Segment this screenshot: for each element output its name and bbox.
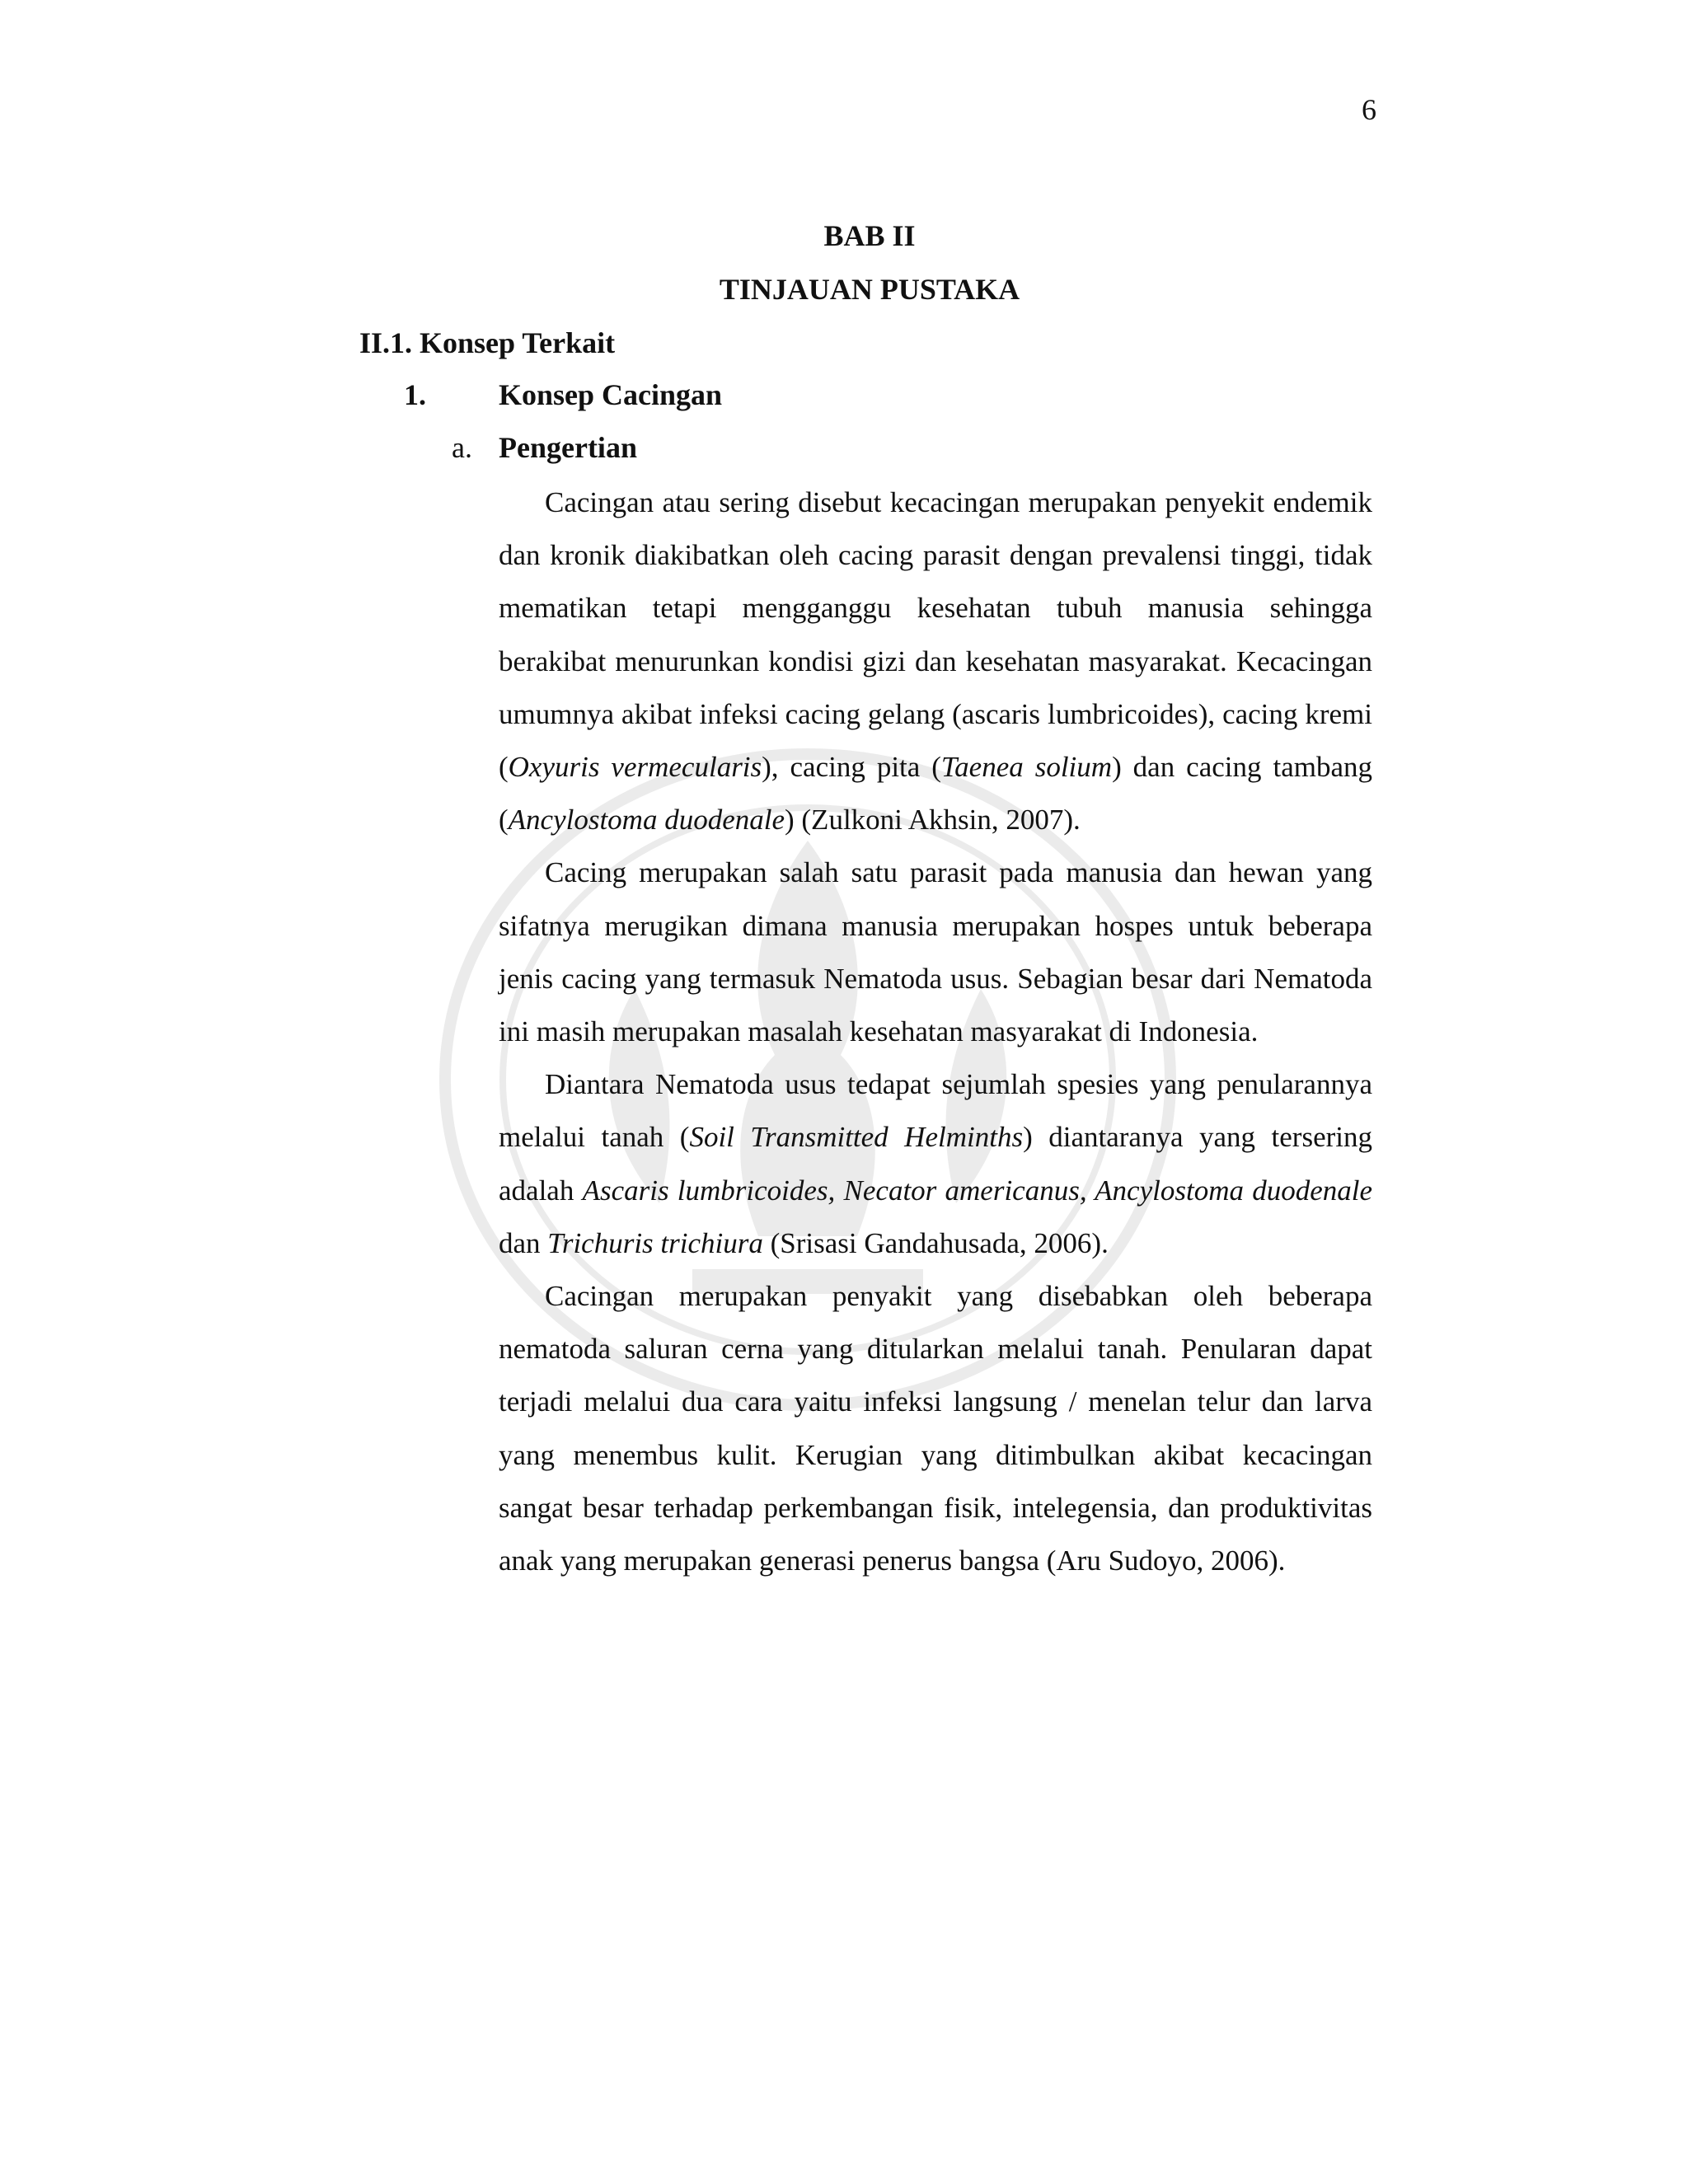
subsection-heading: Konsep Cacingan [499, 378, 723, 411]
paragraph-3 [499, 1058, 1372, 1270]
body-text [499, 476, 1372, 1587]
species-list: Ascaris lumbricoides, Necator americanus, Ancylostoma duodenale [582, 1174, 1372, 1207]
paragraph-1-text: Cacingan atau sering disebut kecacingan merupakan penyekit endemik dan kronik diakibatkan oleh cacing parasit dengan prevalensi tinggi, tidak mematikan tetapi mengganggu kesehatan tubuh manusia sehingga berakibat menurunkan kondisi gizi dan kesehatan masyarakat. Kecacingan umumnya akibat infeksi cacing gelang (ascaris lumbricoides), cacing kremi ( [499, 486, 1372, 784]
paragraph-1-text: ), cacing pita ( [762, 751, 941, 784]
page-number: 6 [1362, 93, 1376, 126]
chapter-label: BAB II [823, 219, 916, 252]
chapter-title: TINJAUAN PUSTAKA [719, 273, 1020, 306]
subsubsection-heading: Pengertian [499, 431, 637, 464]
species-ancylostoma: Ancylostoma duodenale [508, 804, 785, 837]
paragraph-1-text: ) dan cacing tambang ( [499, 751, 1372, 837]
subsection-number: 1. [404, 378, 426, 411]
paragraph-1-citation: ) (Zulkoni Akhsin, 2007). [785, 804, 1081, 837]
paragraph-3-text: dan [499, 1226, 548, 1259]
species-taenea: Taenea solium [940, 751, 1113, 784]
paragraph-1 [499, 476, 1372, 846]
term-soil-transmitted-helminths: Soil Transmitted Helminths [689, 1121, 1024, 1154]
paragraph-4: Cacingan merupakan penyakit yang disebabkan oleh beberapa nematoda saluran cerna yang ditularkan melalui tanah. Penularan dapat terjadi melalui dua cara yaitu infeksi langsung / menelan telur dan larva yang menembus kulit. Kerugian yang ditimbulkan akibat kecacingan sangat besar terhadap perkembangan fisik, intelegensia, dan produktivitas anak yang merupakan generasi penerus bangsa (Aru Sudoyo, 2006). [499, 1280, 1372, 1577]
paragraph-3-text: ) diantaranya yang tersering adalah [499, 1121, 1372, 1207]
paragraph-3-text: Diantara Nematoda usus tedapat sejumlah spesies yang penularannya melalui tanah ( [499, 1068, 1372, 1154]
paragraph-3-citation: (Srisasi Gandahusada, 2006). [762, 1226, 1109, 1259]
species-oxyuris: Oxyuris vermecularis [508, 751, 762, 784]
paragraph-2: Cacing merupakan salah satu parasit pada manusia dan hewan yang sifatnya merugikan dimana manusia merupakan hospes untuk beberapa jenis cacing yang termasuk Nematoda usus. Sebagian besar dari Nematoda ini masih merupakan masalah kesehatan masyarakat di Indonesia. [499, 856, 1372, 1048]
subsubsection-letter: a. [452, 431, 472, 464]
species-trichuris: Trichuris trichiura [547, 1226, 763, 1259]
section-heading: II.1. Konsep Terkait [359, 326, 616, 359]
